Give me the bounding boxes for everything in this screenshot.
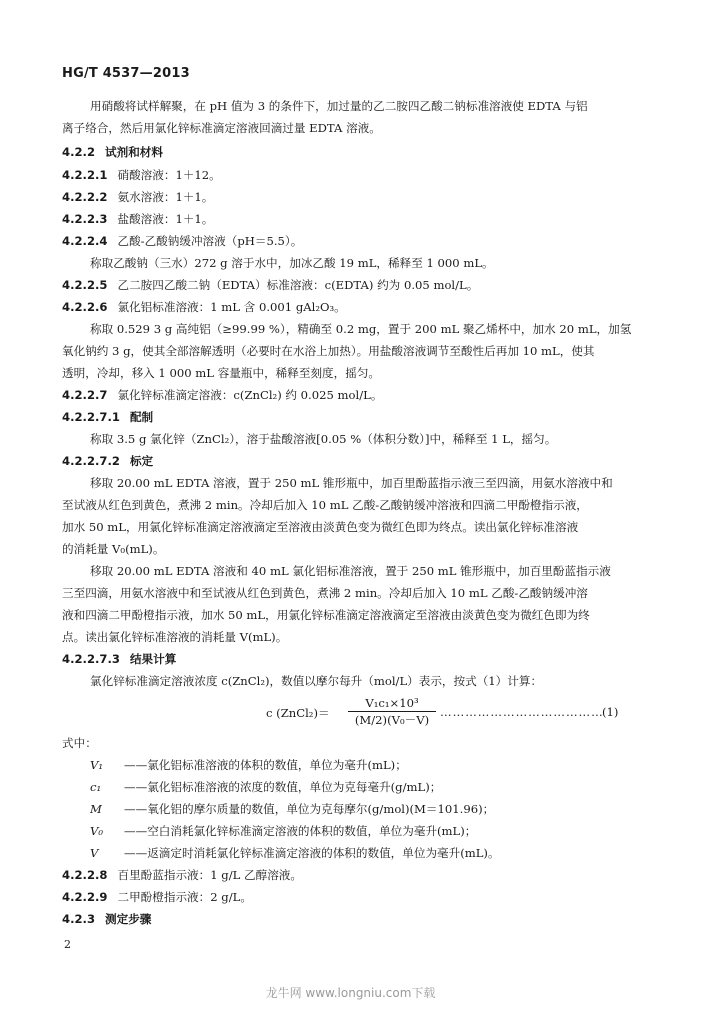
- variable-description: ——返滴定时消耗氯化锌标准滴定溶液的体积的数值，单位为毫升(mL)。: [124, 846, 500, 860]
- clause-number: 4.2.2.6: [62, 300, 108, 314]
- variable-description: ——氯化铝标准溶液的浓度的数值，单位为克每毫升(g/mL)；: [124, 780, 442, 794]
- clause-number: 4.2.2.7: [62, 388, 108, 402]
- clause-number: 4.2.2.2: [62, 190, 108, 204]
- paragraph-line: 三至四滴，用氨水溶液中和至试液从红色到黄色，煮沸 2 min。冷却后加入 10 mL 乙酸-乙酸钠缓冲溶: [62, 586, 588, 600]
- clause-text: 氯化锌标准滴定溶液：c(ZnCl₂) 约 0.025 mol/L。: [117, 388, 383, 402]
- variable-definition: [90, 780, 441, 795]
- clause-text: 乙酸-乙酸钠缓冲溶液（pH＝5.5）。: [117, 234, 303, 248]
- clause-number: 4.2.2.9: [62, 890, 108, 904]
- paragraph-line: 的消耗量 V₀(mL)。: [62, 542, 165, 556]
- paragraph-line: 点。读出氯化锌标准溶液的消耗量 V(mL)。: [62, 630, 288, 644]
- paragraph-intro-line: 离子络合，然后用氯化锌标准滴定溶液回滴过量 EDTA 溶液。: [62, 121, 381, 135]
- clause-text: 氯化铝标准溶液：1 mL 含 0.001 gAl₂O₃。: [117, 300, 346, 314]
- paragraph-line: 加水 50 mL，用氯化锌标准滴定溶液滴定至溶液由淡黄色变为微红色即为终点。读出氯化锌标准溶液: [62, 520, 579, 534]
- variable-symbol: M: [90, 802, 102, 816]
- formula-leader-dots: …………………………………: [440, 705, 604, 719]
- section-title: 标定: [129, 454, 154, 468]
- section-number: 4.2.2: [62, 145, 96, 159]
- clause-number: 4.2.2.4: [62, 234, 108, 248]
- paragraph-line: 称取 3.5 g 氯化锌（ZnCl₂），溶于盐酸溶液[0.05 %（体积分数）]中，稀释至 1 L，摇匀。: [90, 432, 557, 446]
- clause: [62, 168, 221, 183]
- section-heading: [62, 410, 153, 425]
- clause: [62, 234, 302, 249]
- variable-definition: [90, 846, 500, 861]
- variable-description: ——氯化铝标准溶液的体积的数值，单位为毫升(mL)；: [124, 758, 407, 772]
- formula-lhs: c (ZnCl₂)＝: [266, 706, 330, 720]
- clause: [62, 868, 302, 883]
- standard-number: HG/T 4537—2013: [62, 66, 190, 81]
- formula-denominator: (M/2)(V₀－V): [354, 713, 430, 727]
- clause-number: 4.2.2.5: [62, 278, 108, 292]
- clause-text: 百里酚蓝指示液：1 g/L 乙醇溶液。: [117, 868, 302, 882]
- clause: [62, 300, 346, 315]
- clause-text: 氨水溶液：1＋1。: [117, 190, 214, 204]
- variable-symbol: c₁: [90, 780, 102, 794]
- page-number: 2: [64, 938, 71, 951]
- clause-number: 4.2.2.3: [62, 212, 108, 226]
- clause-text: 二甲酚橙指示液：2 g/L。: [117, 890, 252, 904]
- section-title: 试剂和材料: [105, 145, 163, 159]
- clause-text: 盐酸溶液：1＋1。: [117, 212, 214, 226]
- section-heading: [62, 652, 176, 667]
- section-number: 4.2.2.7.1: [62, 410, 120, 424]
- paragraph-line: 移取 20.00 mL EDTA 溶液和 40 mL 氯化铝标准溶液，置于 250 mL 锥形瓶中，加百里酚蓝指示液: [90, 564, 611, 578]
- formula-numerator: V₁c₁×10³: [348, 696, 436, 712]
- where-label: 式中：: [62, 736, 97, 750]
- clause: [62, 278, 478, 293]
- section-number: 4.2.2.7.3: [62, 652, 120, 666]
- variable-definition: [90, 758, 407, 773]
- clause: [62, 190, 213, 205]
- paragraph-line: 称取 0.529 3 g 高纯铝（≥99.99 %），精确至 0.2 mg，置于 200 mL 聚乙烯杯中，加水 20 mL，加氢: [90, 322, 632, 336]
- section-heading: [62, 912, 151, 927]
- variable-description: ——氧化铝的摩尔质量的数值，单位为克每摩尔(g/mol)(M＝101.96)；: [124, 802, 495, 816]
- variable-description: ——空白消耗氯化锌标准滴定溶液的体积的数值，单位为毫升(mL)；: [124, 824, 477, 838]
- paragraph-line: 移取 20.00 mL EDTA 溶液，置于 250 mL 锥形瓶中，加百里酚蓝指示液三至四滴，用氨水溶液中和: [90, 476, 613, 490]
- clause-text: 乙二胺四乙酸二钠（EDTA）标准溶液：c(EDTA) 约为 0.05 mol/L。: [117, 278, 479, 292]
- section-heading: [62, 145, 163, 160]
- variable-definition: [90, 824, 476, 839]
- paragraph-line: 称取乙酸钠（三水）272 g 溶于水中，加冰乙酸 19 mL，稀释至 1 000 mL。: [90, 256, 494, 270]
- clause: [62, 890, 252, 905]
- formula-fraction: [348, 696, 436, 727]
- section-number: 4.2.2.7.2: [62, 454, 120, 468]
- clause-number: 4.2.2.1: [62, 168, 108, 182]
- variable-symbol: V₀: [90, 824, 104, 838]
- paragraph-line: 透明，冷却，移入 1 000 mL 容量瓶中，稀释至刻度，摇匀。: [62, 366, 381, 380]
- variable-definition: [90, 802, 494, 817]
- section-title: 配制: [129, 410, 154, 424]
- section-number: 4.2.3: [62, 912, 96, 926]
- section-title: 测定步骤: [105, 912, 152, 926]
- variable-symbol: V: [90, 846, 99, 860]
- section-title: 结果计算: [129, 652, 177, 666]
- clause: [62, 212, 213, 227]
- paragraph-line: 氯化锌标准滴定溶液浓度 c(ZnCl₂)，数值以摩尔每升（mol/L）表示，按式（1）计算：: [90, 674, 543, 688]
- variable-symbol: V₁: [90, 758, 104, 772]
- paragraph-line: 氧化钠约 3 g，使其全部溶解透明（必要时在水浴上加热）。用盐酸溶液调节至酸性后再加 10 mL，使其: [62, 344, 595, 358]
- clause-number: 4.2.2.8: [62, 868, 108, 882]
- clause-text: 硝酸溶液：1＋12。: [117, 168, 221, 182]
- footer-watermark: 龙牛网 www.longniu.com下载: [265, 986, 436, 1000]
- formula-number: (1): [602, 705, 619, 719]
- paragraph-line: 液和四滴二甲酚橙指示液，加水 50 mL，用氯化锌标准滴定溶液滴定至溶液由淡黄色变为微红色即为终: [62, 608, 590, 622]
- section-heading: [62, 454, 153, 469]
- paragraph-intro-line: 用硝酸将试样解聚，在 pH 值为 3 的条件下，加过量的乙二胺四乙酸二钠标准溶液使 EDTA 与铝: [90, 99, 588, 113]
- clause: [62, 388, 382, 403]
- paragraph-line: 至试液从红色到黄色，煮沸 2 min。冷却后加入 10 mL 乙酸-乙酸钠缓冲溶液和四滴二甲酚橙指示液，: [62, 498, 588, 512]
